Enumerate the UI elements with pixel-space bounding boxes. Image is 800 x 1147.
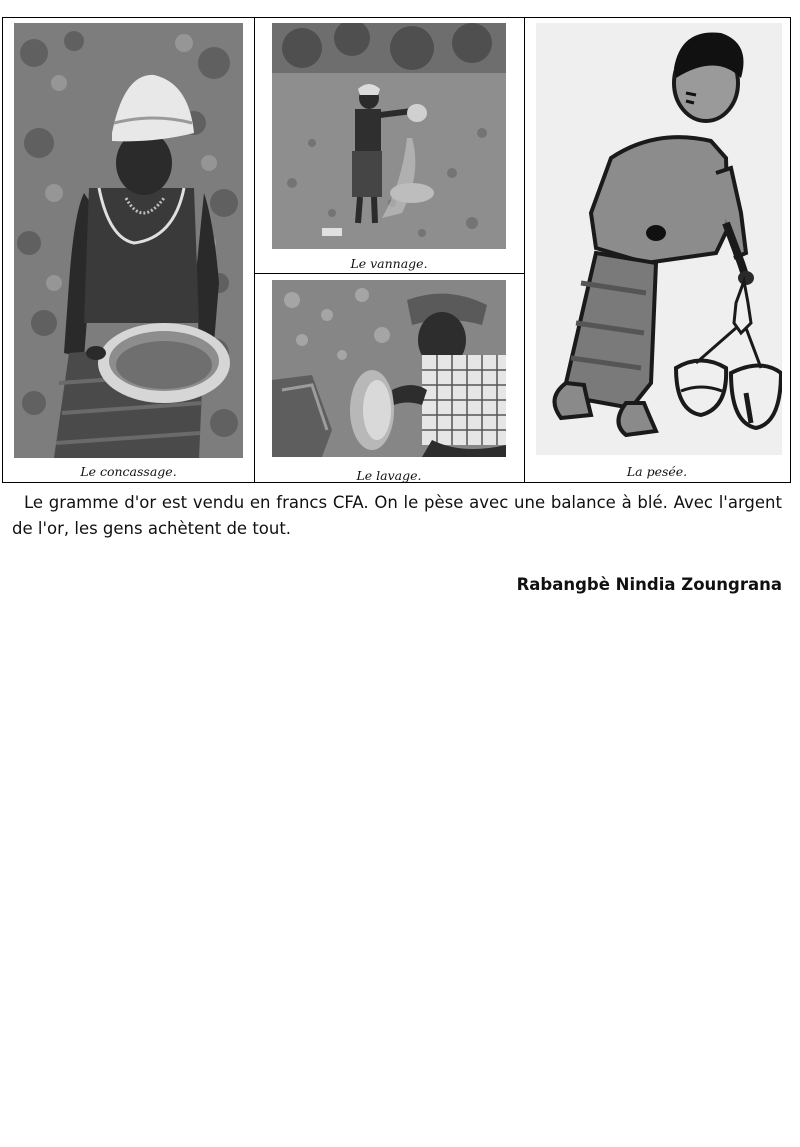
author-signature: Rabangbè Nindia Zoungrana bbox=[516, 575, 782, 594]
drawing-person-with-balance bbox=[536, 23, 782, 455]
photo-lavage bbox=[272, 280, 506, 457]
woman-washing-bowl-photo bbox=[272, 280, 506, 457]
cell-lavage bbox=[254, 273, 524, 484]
body-paragraph: Le gramme d'or est vendu en francs CFA. On le pèse avec une balance à blé. Avec l'argent de l'or, les gens achètent de tout. bbox=[12, 493, 782, 538]
figure-table bbox=[2, 17, 791, 483]
caption-vannage: Le vannage. bbox=[350, 256, 428, 271]
caption-pesee: La pesée. bbox=[626, 464, 688, 479]
photo-concassage bbox=[14, 23, 243, 458]
caption-lavage: Le lavage. bbox=[356, 468, 422, 483]
woman-holding-bowl-photo bbox=[14, 23, 243, 458]
caption-concassage: Le concassage. bbox=[80, 464, 177, 479]
photo-vannage bbox=[272, 23, 506, 249]
cell-vannage bbox=[254, 18, 524, 273]
cell-concassage bbox=[3, 18, 254, 484]
woman-winnowing-photo bbox=[272, 23, 506, 249]
photo-pesee bbox=[536, 23, 782, 455]
cell-pesee bbox=[524, 18, 790, 484]
